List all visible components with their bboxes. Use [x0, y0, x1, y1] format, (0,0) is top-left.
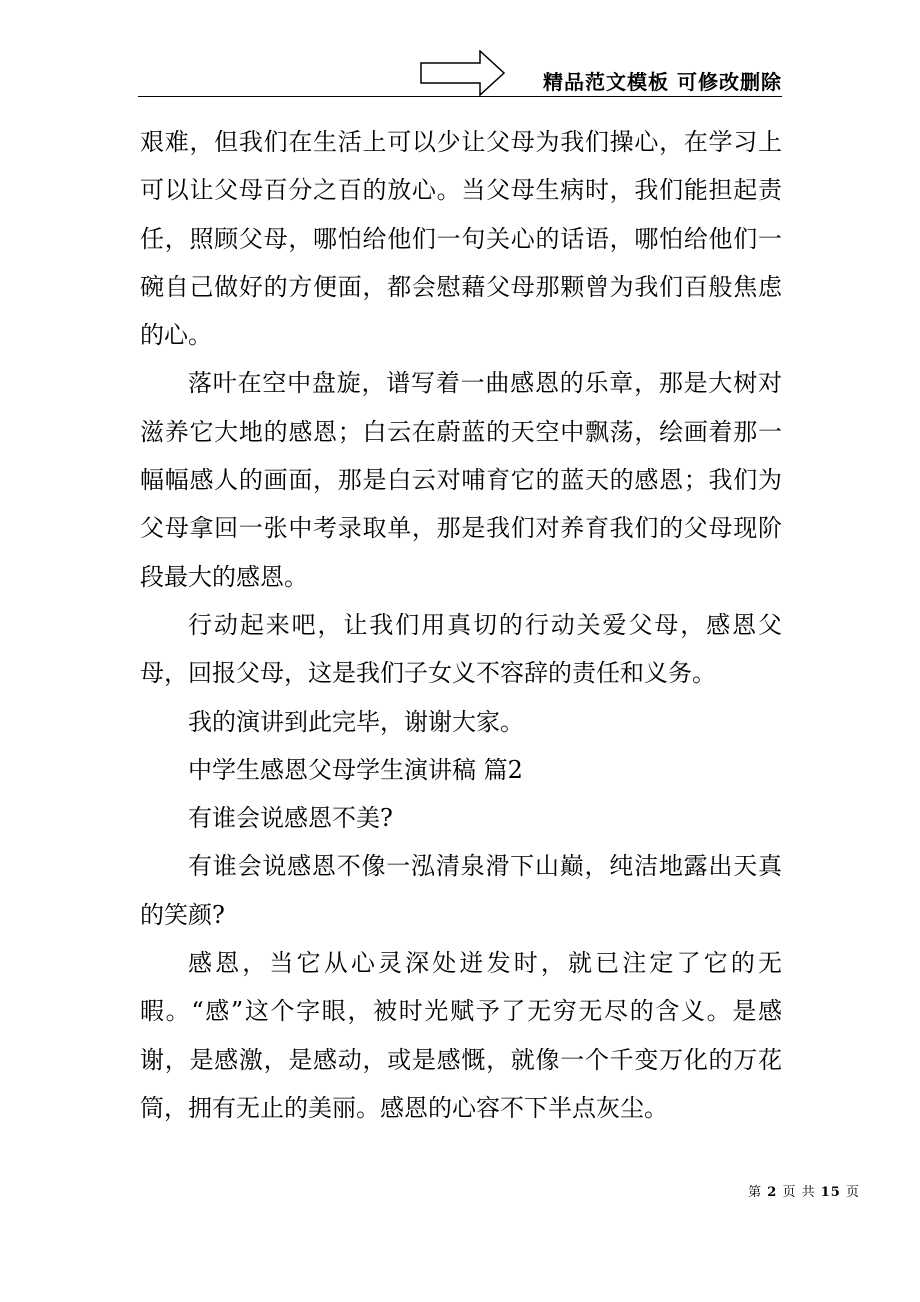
- paragraph: 感恩，当它从心灵深处迸发时，就已注定了它的无暇。“感”这个字眼，被时光赋予了无穷无尽的含义。是感谢，是感激，是感动，或是感慨，就像一个千变万化的万花筒，拥有无止的美丽。感恩的心容不下半点灰尘。: [140, 949, 782, 1122]
- paragraph: 行动起来吧，让我们用真切的行动关爱父母，感恩父母，回报父母，这是我们子女义不容辞的责任和义务。: [140, 610, 782, 688]
- footer-prefix: 第: [748, 1185, 763, 1200]
- total-page-count: 15: [820, 1185, 841, 1200]
- document-body: [140, 118, 782, 1132]
- paragraph: 落叶在空中盘旋，谱写着一曲感恩的乐章，那是大树对滋养它大地的感恩；白云在蔚蓝的天空中飘荡，绘画着那一幅幅感人的画面，那是白云对哺育它的蓝天的感恩；我们为父母拿回一张中考录取单，那是我们对养育我们的父母现阶段最大的感恩。: [140, 369, 782, 591]
- paragraph: 有谁会说感恩不像一泓清泉滑下山巅，纯洁地露出天真的笑颜?: [140, 852, 782, 929]
- paragraph: 艰难，但我们在生活上可以少让父母为我们操心，在学习上可以让父母百分之百的放心。当父母生病时，我们能担起责任，照顾父母，哪怕给他们一句关心的话语，哪怕给他们一碗自己做好的方便面，都会慰藉父母那颗曾为我们百般焦虑的心。: [140, 128, 782, 350]
- paragraph: 我的演讲到此完毕，谢谢大家。: [188, 707, 524, 736]
- footer-middle: 页 共: [782, 1185, 816, 1200]
- header-divider: [138, 96, 782, 97]
- section-heading: 中学生感恩父母学生演讲稿 篇2: [188, 755, 523, 784]
- paragraph: 有谁会说感恩不美?: [188, 804, 393, 833]
- header-title: 精品范文模板 可修改删除: [543, 70, 782, 94]
- footer-suffix: 页: [845, 1185, 860, 1200]
- page-header: [138, 50, 782, 98]
- right-arrow-icon: [420, 50, 506, 96]
- page-footer: [748, 1181, 860, 1200]
- current-page-number: 2: [767, 1185, 778, 1200]
